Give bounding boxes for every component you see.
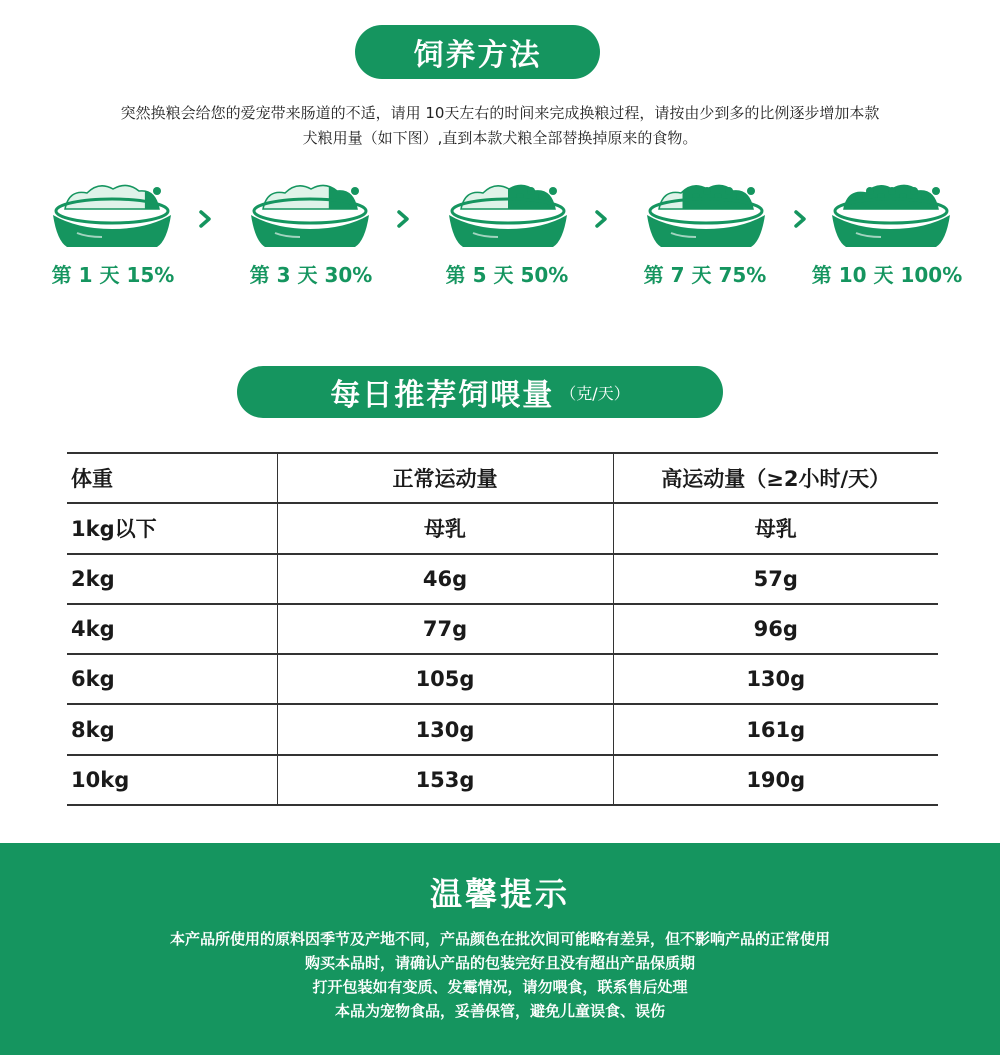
chevron-right-icon [197, 209, 213, 229]
step-label: 第 1 天 15% [51, 263, 175, 287]
chevron-right-icon [792, 209, 808, 229]
daily-feeding-title [237, 366, 723, 418]
bowl-graphic [245, 175, 375, 255]
tips-lines [0, 927, 1000, 1023]
bowl-icon [245, 175, 375, 255]
cell-weight: 2kg [67, 554, 277, 604]
transition-steps [0, 175, 1000, 295]
cell-high: 130g [613, 654, 938, 704]
table-row [67, 755, 938, 805]
step-label: 第 3 天 30% [249, 263, 373, 287]
table-row [67, 503, 938, 553]
cell-high: 190g [613, 755, 938, 805]
chevron-graphic [792, 209, 808, 229]
tips-title: 温馨提示 [429, 875, 570, 913]
cell-normal: 母乳 [277, 503, 613, 553]
tip-line: 本产品所使用的原料因季节及产地不同，产品颜色在批次间可能略有差异，但不影响产品的正常使用 [169, 930, 830, 948]
cell-normal: 77g [277, 604, 613, 654]
daily-feeding-unit: （克/天） [560, 383, 630, 403]
header-weight: 体重 [67, 453, 277, 503]
chevron-graphic [395, 209, 411, 229]
tips-panel [0, 843, 1000, 1055]
feeding-table [67, 452, 938, 806]
tip-line: 本品为宠物食品，妥善保管，避免儿童误食、误伤 [334, 1002, 665, 1020]
intro-text [30, 101, 970, 151]
header-high-activity: 高运动量（≥2小时/天） [613, 453, 938, 503]
step-label: 第 10 天 100% [811, 263, 963, 287]
cell-weight: 8kg [67, 704, 277, 754]
cell-weight: 10kg [67, 755, 277, 805]
table-row [67, 604, 938, 654]
feeding-method-title-text: 饲养方法 [413, 38, 542, 73]
bowl-graphic [47, 175, 177, 255]
chevron-right-icon [593, 209, 609, 229]
bowl-icon [47, 175, 177, 255]
table-row [67, 654, 938, 704]
table-row [67, 704, 938, 754]
table-header-row [67, 453, 938, 503]
tip-line: 打开包装如有变质、发霉情况，请勿喂食，联系售后处理 [312, 978, 688, 996]
daily-feeding-title-text: 每日推荐饲喂量 [330, 378, 555, 413]
cell-weight: 6kg [67, 654, 277, 704]
bowl-icon [826, 175, 956, 255]
cell-high: 161g [613, 704, 938, 754]
step-label: 第 7 天 75% [643, 263, 767, 287]
cell-weight: 4kg [67, 604, 277, 654]
table-row [67, 554, 938, 604]
chevron-graphic [197, 209, 213, 229]
chevron-right-icon [395, 209, 411, 229]
intro-line-2: 犬粮用量（如下图）,直到本款犬粮全部替换掉原来的食物。 [302, 129, 698, 147]
cell-normal: 105g [277, 654, 613, 704]
cell-high: 96g [613, 604, 938, 654]
bowl-graphic [443, 175, 573, 255]
bowl-icon [641, 175, 771, 255]
cell-weight: 1kg以下 [67, 503, 277, 553]
header-normal-activity: 正常运动量 [277, 453, 613, 503]
cell-normal: 153g [277, 755, 613, 805]
cell-normal: 46g [277, 554, 613, 604]
tip-line: 购买本品时，请确认产品的包装完好且没有超出产品保质期 [304, 954, 695, 972]
chevron-graphic [593, 209, 609, 229]
bowl-icon [443, 175, 573, 255]
bowl-graphic [641, 175, 771, 255]
cell-high: 母乳 [613, 503, 938, 553]
feeding-method-title [355, 25, 600, 79]
bowl-graphic [826, 175, 956, 255]
cell-high: 57g [613, 554, 938, 604]
step-label: 第 5 天 50% [445, 263, 569, 287]
cell-normal: 130g [277, 704, 613, 754]
intro-line-1: 突然换粮会给您的爱宠带来肠道的不适，请用 10天左右的时间来完成换粮过程，请按由少到多的比例逐步增加本款 [120, 104, 880, 122]
